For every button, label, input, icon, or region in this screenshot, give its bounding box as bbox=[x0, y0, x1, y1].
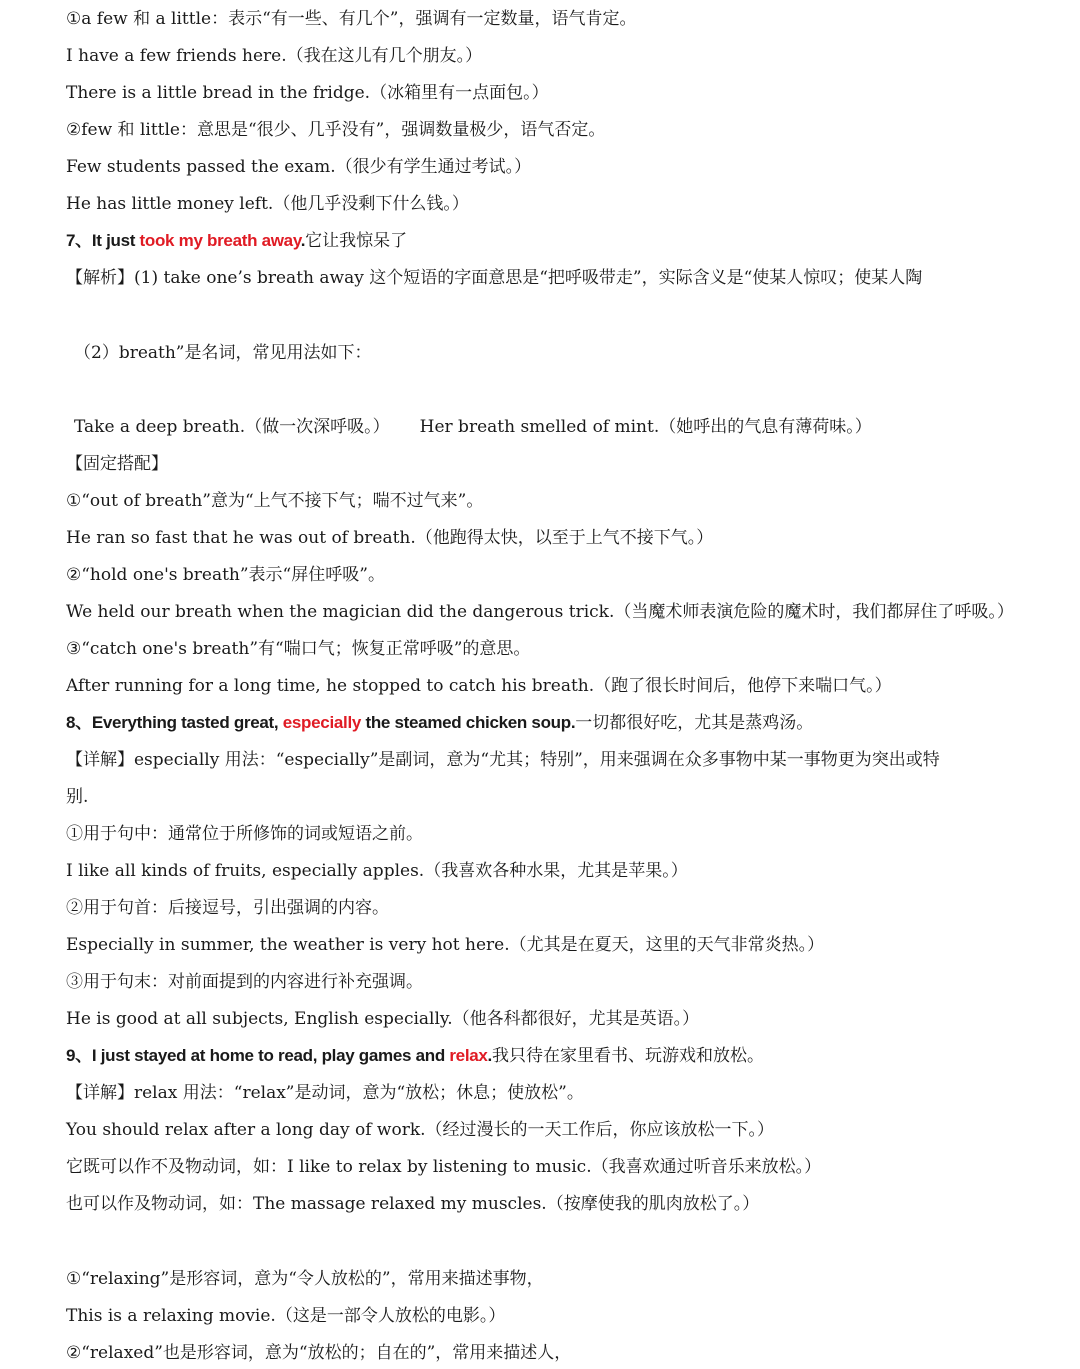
example-sentence: Her breath smelled of mint.（她呼出的气息有薄荷味。） bbox=[419, 417, 872, 437]
item-8-heading bbox=[66, 712, 1040, 734]
heading-text: . bbox=[487, 1046, 492, 1065]
heading-translation: 一切都很好吃，尤其是蒸鸡汤。 bbox=[575, 713, 814, 733]
example-pair bbox=[74, 416, 1040, 438]
heading-text: the steamed chicken soup. bbox=[361, 713, 576, 732]
highlighted-phrase: relax bbox=[449, 1046, 488, 1065]
adjective-item: ②“relaxed”也是形容词，意为“放松的；自在的”，常用来描述人， bbox=[66, 1343, 572, 1363]
item-7-heading bbox=[66, 230, 1040, 252]
heading-translation: 它让我惊呆了 bbox=[305, 231, 408, 251]
example-sentence: I have a few friends here.（我在这儿有几个朋友。） bbox=[66, 46, 483, 66]
detail-paragraph-cont: 别. bbox=[66, 787, 89, 807]
example-sentence: Few students passed the exam.（很少有学生通过考试。） bbox=[66, 157, 532, 177]
adjective-item: ①“relaxing”是形容词，意为“令人放松的”，常用来描述事物， bbox=[66, 1269, 544, 1289]
collocation-item: ①“out of breath”意为“上气不接下气；喘不过气来”。 bbox=[66, 491, 484, 511]
example-sentence: 它既可以作不及物动词，如：I like to relax by listening to music.（我喜欢通过听音乐来放松。） bbox=[66, 1157, 822, 1177]
highlighted-phrase: especially bbox=[282, 713, 362, 732]
detail-paragraph: 【详解】especially 用法：“especially”是副词，意为“尤其；特别”，用来强调在众多事物中某一事物更为突出或特 bbox=[66, 750, 940, 770]
example-sentence: Take a deep breath.（做一次深呼吸。） bbox=[74, 417, 390, 437]
example-sentence: Especially in summer, the weather is very hot here.（尤其是在夏天，这里的天气非常炎热。） bbox=[66, 935, 825, 955]
section-title: 【固定搭配】 bbox=[66, 454, 168, 474]
example-sentence: There is a little bread in the fridge.（冰箱里有一点面包。） bbox=[66, 83, 549, 103]
detail-paragraph: 【详解】relax 用法：“relax”是动词，意为“放松；休息；使放松”。 bbox=[66, 1083, 584, 1103]
text-line: ②few 和 little：意思是“很少、几乎没有”，强调数量极少，语气否定。 bbox=[66, 120, 606, 140]
example-sentence: He has little money left.（他几乎没剩下什么钱。） bbox=[66, 194, 469, 214]
heading-text: . bbox=[300, 231, 306, 250]
example-sentence: 也可以作及物动词，如：The massage relaxed my muscles.（按摩使我的肌肉放松了。） bbox=[66, 1194, 760, 1214]
usage-item: ①用于句中：通常位于所修饰的词或短语之前。 bbox=[66, 824, 423, 844]
example-sentence: This is a relaxing movie.（这是一部令人放松的电影。） bbox=[66, 1306, 506, 1326]
heading-text: Everything tasted great, bbox=[91, 713, 283, 732]
highlighted-phrase: took my breath away bbox=[139, 231, 301, 250]
example-sentence: After running for a long time, he stopped to catch his breath.（跑了很长时间后，他停下来喘口气。） bbox=[66, 676, 892, 696]
example-sentence: He is good at all subjects, English especially.（他各科都很好，尤其是英语。） bbox=[66, 1009, 700, 1029]
heading-text: It just bbox=[91, 231, 140, 250]
usage-item: ③用于句末：对前面提到的内容进行补充强调。 bbox=[66, 972, 423, 992]
item-number: 8、 bbox=[66, 713, 92, 732]
example-sentence: I like all kinds of fruits, especially apples.（我喜欢各种水果，尤其是苹果。） bbox=[66, 861, 688, 881]
example-sentence: We held our breath when the magician did the dangerous trick.（当魔术师表演危险的魔术时，我们都屏住了呼吸。） bbox=[66, 602, 1014, 622]
heading-text: I just stayed at home to read, play games and bbox=[91, 1046, 450, 1065]
collocation-item: ③“catch one's breath”有“喘口气；恢复正常呼吸”的意思。 bbox=[66, 639, 531, 659]
text-line: ①a few 和 a little：表示“有一些、有几个”，强调有一定数量，语气肯定。 bbox=[66, 9, 637, 29]
heading-translation: 我只待在家里看书、玩游戏和放松。 bbox=[491, 1046, 764, 1066]
item-9-heading bbox=[66, 1045, 1040, 1067]
usage-item: ②用于句首：后接逗号，引出强调的内容。 bbox=[66, 898, 389, 918]
example-sentence: You should relax after a long day of work.（经过漫长的一天工作后，你应该放松一下。） bbox=[66, 1120, 775, 1140]
usage-intro: （2）breath”是名词，常见用法如下： bbox=[74, 343, 372, 363]
collocation-item: ②“hold one's breath”表示“屏住呼吸”。 bbox=[66, 565, 385, 585]
item-number: 7、 bbox=[66, 231, 92, 250]
analysis-paragraph: 【解析】(1) take one’s breath away 这个短语的字面意思是“把呼吸带走”，实际含义是“使某人惊叹；使某人陶 bbox=[66, 268, 923, 288]
item-number: 9、 bbox=[66, 1046, 92, 1065]
example-sentence: He ran so fast that he was out of breath.（他跑得太快，以至于上气不接下气。） bbox=[66, 528, 714, 548]
